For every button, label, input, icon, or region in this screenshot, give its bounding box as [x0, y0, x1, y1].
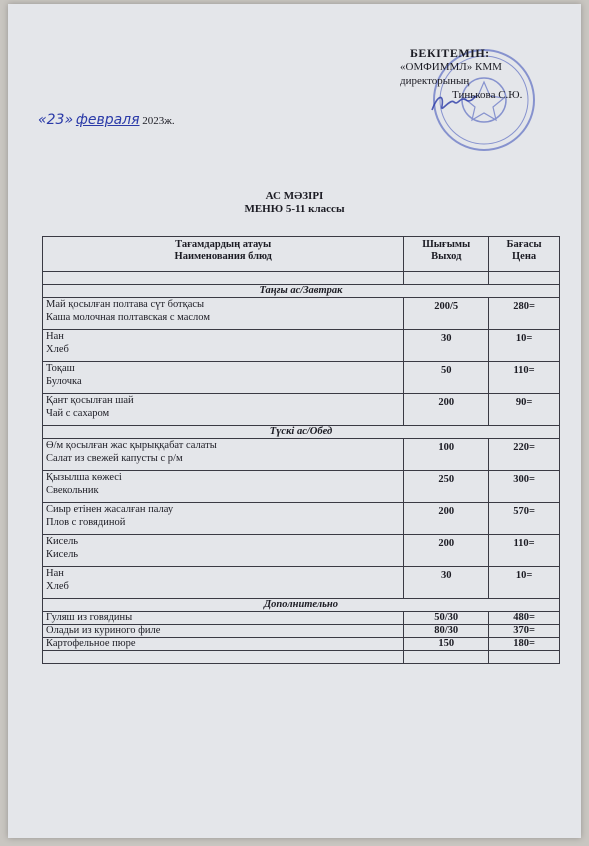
dish-output: 200	[404, 535, 489, 567]
dish-price: 110=	[489, 535, 560, 567]
dish-price: 180=	[489, 638, 560, 651]
dish-output: 200/5	[404, 298, 489, 330]
section-title: Таңғы ас/Завтрак	[43, 285, 560, 298]
date-year: 2023ж.	[142, 115, 175, 127]
header-name-ru: Наименования блюд	[174, 251, 272, 262]
dish-price: 10=	[489, 330, 560, 362]
date-day: «23»	[38, 112, 74, 128]
dish-name-ru: Чай с сахаром	[46, 408, 110, 419]
table-row	[43, 567, 560, 599]
dish-name-ru: Свекольник	[46, 485, 99, 496]
section-row	[43, 599, 560, 612]
dish-output: 150	[404, 638, 489, 651]
section-row	[43, 285, 560, 298]
dish-name	[43, 503, 404, 535]
dish-name: Гуляш из говядины	[43, 612, 404, 625]
dish-price: 110=	[489, 362, 560, 394]
table-row	[43, 394, 560, 426]
spacer-row	[43, 651, 560, 664]
dish-name-kz: Тоқаш	[46, 363, 75, 374]
header-price-kz: Бағасы	[506, 239, 542, 250]
approval-position: директорының	[400, 75, 470, 87]
dish-output: 30	[404, 330, 489, 362]
dish-output: 200	[404, 503, 489, 535]
approval-block	[400, 46, 580, 102]
dish-output: 100	[404, 439, 489, 471]
dish-price: 220=	[489, 439, 560, 471]
dish-name-kz: Нан	[46, 331, 64, 342]
section-title: Дополнительно	[43, 599, 560, 612]
table-row	[43, 362, 560, 394]
dish-price: 370=	[489, 625, 560, 638]
dish-name-ru: Хлеб	[46, 344, 69, 355]
section-title: Түскі ас/Обед	[43, 426, 560, 439]
dish-output: 80/30	[404, 625, 489, 638]
header-price	[489, 237, 560, 272]
dish-name	[43, 439, 404, 471]
dish-price: 10=	[489, 567, 560, 599]
approval-org: «ОМФИММЛ» КММ	[400, 61, 502, 73]
table-row	[43, 638, 560, 651]
table-header	[43, 237, 560, 272]
table-row	[43, 503, 560, 535]
header-output-kz: Шығымы	[422, 239, 471, 250]
dish-name-kz: Май қосылған полтава сүт ботқасы	[46, 299, 205, 310]
spacer-row	[43, 272, 560, 285]
date-line	[38, 112, 175, 128]
header-output	[404, 237, 489, 272]
dish-name-ru: Булочка	[46, 376, 82, 387]
table-row	[43, 330, 560, 362]
dish-name: Оладьи из куриного филе	[43, 625, 404, 638]
dish-name-ru: Хлеб	[46, 581, 69, 592]
dish-name-kz: Нан	[46, 568, 64, 579]
approval-title: БЕКІТЕМІН:	[410, 46, 490, 60]
dish-name	[43, 471, 404, 503]
dish-output: 30	[404, 567, 489, 599]
dish-output: 50	[404, 362, 489, 394]
table-row	[43, 298, 560, 330]
table-row	[43, 439, 560, 471]
dish-name	[43, 394, 404, 426]
dish-price: 300=	[489, 471, 560, 503]
header-name	[43, 237, 404, 272]
dish-name-kz: Кисель	[46, 536, 79, 547]
dish-price: 90=	[489, 394, 560, 426]
menu-title-kz: АС МӘЗІРІ	[265, 190, 324, 202]
table-row	[43, 471, 560, 503]
dish-name	[43, 535, 404, 567]
dish-name	[43, 298, 404, 330]
header-name-kz: Тағамдардың атауы	[175, 239, 272, 250]
dish-output: 200	[404, 394, 489, 426]
dish-price: 280=	[489, 298, 560, 330]
header-price-ru: Цена	[512, 251, 537, 262]
section-row	[43, 426, 560, 439]
dish-name-ru: Плов с говядиной	[46, 517, 126, 528]
header-output-ru: Выход	[431, 251, 462, 262]
dish-price: 570=	[489, 503, 560, 535]
date-month: февраля	[75, 112, 140, 128]
table-row	[43, 535, 560, 567]
dish-name-ru: Салат из свежей капусты с р/м	[46, 453, 183, 464]
table-row	[43, 625, 560, 638]
dish-name-kz: Ө/м қосылған жас қырыққабат салаты	[46, 440, 217, 451]
dish-output: 250	[404, 471, 489, 503]
menu-table	[42, 236, 560, 664]
dish-name	[43, 362, 404, 394]
dish-name: Картофельное пюре	[43, 638, 404, 651]
dish-name-kz: Қант қосылған шай	[46, 395, 134, 406]
dish-name-kz: Сиыр етінен жасалған палау	[46, 504, 174, 515]
dish-price: 480=	[489, 612, 560, 625]
approval-name: Тинькова С.Ю.	[452, 89, 523, 101]
table-row	[43, 612, 560, 625]
dish-name-ru: Каша молочная полтавская с маслом	[46, 312, 210, 323]
menu-title-ru: МЕНЮ 5-11 классы	[244, 203, 345, 215]
dish-name	[43, 567, 404, 599]
dish-name-ru: Кисель	[46, 549, 79, 560]
dish-name-kz: Қызылша көжесі	[46, 472, 122, 483]
dish-name	[43, 330, 404, 362]
menu-sheet	[8, 4, 581, 838]
dish-output: 50/30	[404, 612, 489, 625]
